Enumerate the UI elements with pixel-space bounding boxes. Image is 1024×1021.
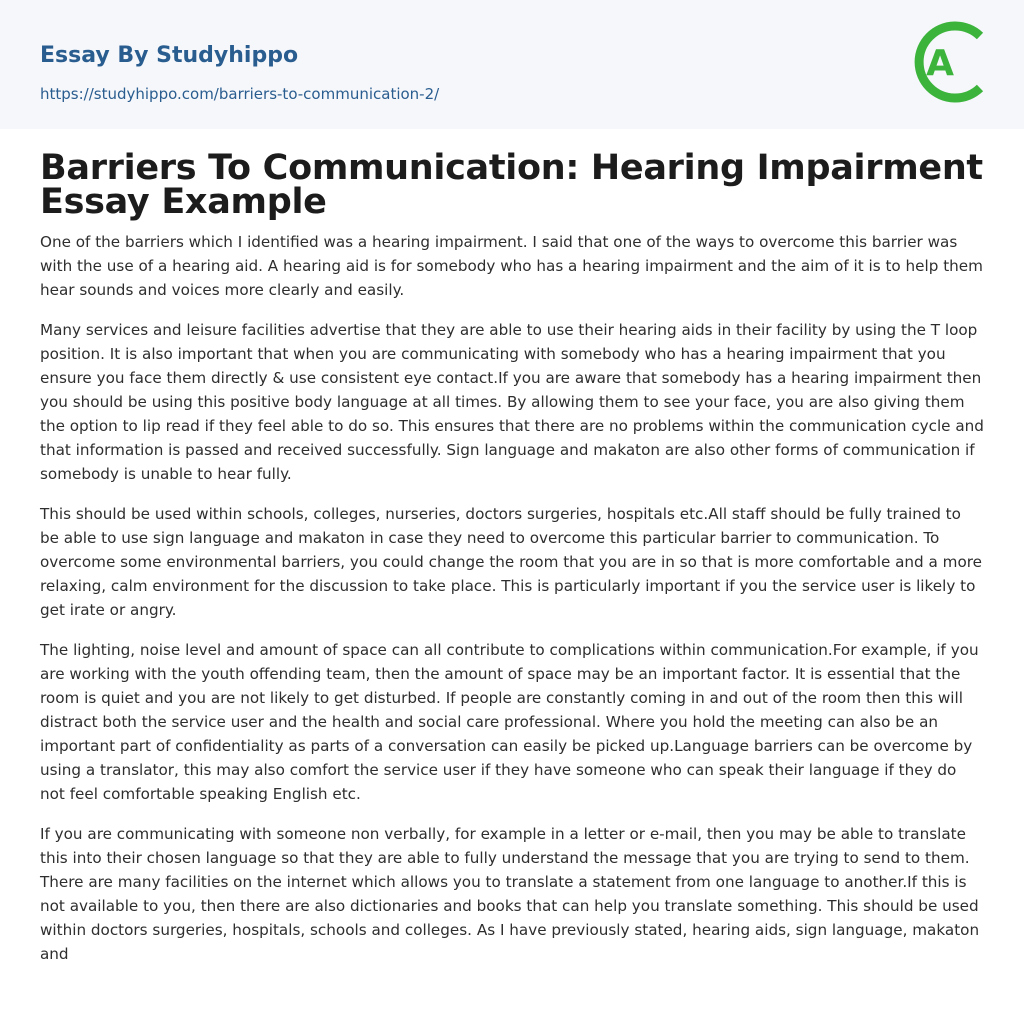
main-content	[0, 129, 1024, 966]
essay-body	[40, 230, 984, 966]
essay-paragraph: If you are communicating with someone non verbally, for example in a letter or e-mail, then you may be able to translate this into their chosen language so that they are able to fully understand the message that you are trying to send to them. There are many facilities on the internet which allows you to translate a statement from one language to another.If this is not available to you, then there are also dictionaries and books that can help you translate something. This should be used within doctors surgeries, hospitals, schools and colleges. As I have previously stated, hearing aids, sign language, makaton and	[40, 825, 980, 963]
page-title: Barriers To Communication: Hearing Impairment Essay Example	[40, 148, 983, 222]
essay-paragraph: Many services and leisure facilities advertise that they are able to use their hearing aids in their facility by using the T loop position. It is also important that when you are communicating with somebody who has a hearing impairment that you ensure you face them directly & use consistent eye contact.If you are aware that somebody has a hearing impairment then you should be using this positive body language at all times. By allowing them to see your face, you are also giving them the option to lip read if they feel able to do so. This ensures that there are no problems within the communication cycle and that information is passed and received successfully. Sign language and makaton are also other forms of communication if somebody is unable to hear fully.	[40, 321, 984, 483]
studyhippo-logo-icon[interactable]	[912, 18, 988, 106]
essay-paragraph: This should be used within schools, colleges, nurseries, doctors surgeries, hospitals etc.All staff should be fully trained to be able to use sign language and makaton in case they need to overcome this particular barrier to communication. To overcome some environmental barriers, you could change the room that you are in so that is more comfortable and a more relaxing, calm environment for the discussion to take place. This is particularly important if you the service user is likely to get irate or angry.	[40, 505, 982, 619]
logo-letter: A	[926, 43, 954, 84]
essay-paragraph: The lighting, noise level and amount of space can all contribute to complications within communication.For example, if you are working with the youth offending team, then the amount of space may be an important factor. It is essential that the room is quiet and you are not likely to get disturbed. If people are constantly coming in and out of the room then this will distract both the service user and the health and social care professional. Where you hold the meeting can also be an important part of confidentiality as parts of a conversation can easily be picked up.Language barriers can be overcome by using a translator, this may also comfort the service user if they have someone who can speak their language if they do not feel comfortable speaking English etc.	[40, 641, 979, 803]
essay-paragraph: One of the barriers which I identified was a hearing impairment. I said that one of the ways to overcome this barrier was with the use of a hearing aid. A hearing aid is for somebody who has a hearing impairment and the aim of it is to help them hear sounds and voices more clearly and easily.	[40, 233, 983, 299]
brand-title: Essay By Studyhippo	[40, 43, 299, 68]
source-url-link[interactable]: https://studyhippo.com/barriers-to-communication-2/	[40, 85, 440, 103]
site-header	[0, 0, 1024, 129]
